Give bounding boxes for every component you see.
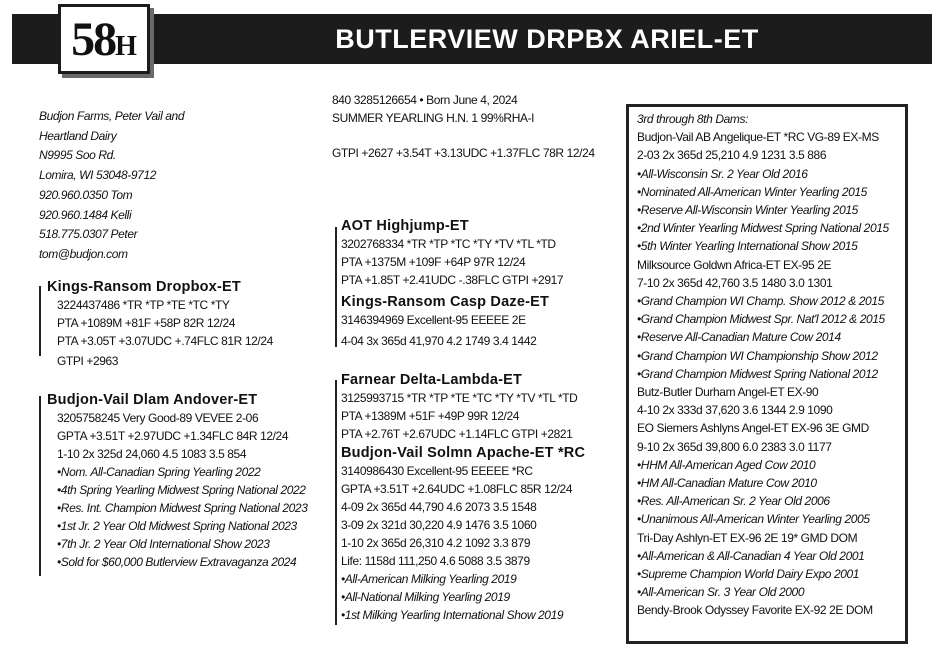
dam-dam-award: •1st Milking Yearling International Show 2019: [341, 608, 564, 622]
lot-number: 58: [71, 13, 116, 66]
dam-sire-line: 3125993715 *TR *TP *TE *TC *TY *TV *TL *TD: [341, 391, 578, 405]
lot-number-badge: [58, 4, 150, 74]
dam-sire-line: PTA +1389M +51F +49P 99R 12/24: [341, 409, 520, 423]
dam-block: [47, 391, 307, 571]
dam-dam-line: 3-09 2x 321d 30,220 4.9 1476 3.5 1060: [341, 518, 537, 532]
sire-dam-block: [341, 293, 549, 350]
dams-award: •2nd Winter Yearling Midwest Spring National 2015: [637, 221, 889, 236]
dams-heading: 3rd through 8th Dams:: [637, 112, 748, 126]
dams-award: •HHM All-American Aged Cow 2010: [637, 457, 816, 472]
title-banner: [12, 14, 932, 64]
dam-sire-name: Farnear Delta-Lambda-ET: [341, 372, 523, 388]
sire-dam-name: Kings-Ransom Casp Daze-ET: [341, 294, 550, 310]
sire-sire-line: PTA +1375M +109F +64P 97R 12/24: [341, 255, 526, 269]
sire-sire-name: AOT Highjump-ET: [341, 218, 469, 234]
sire-bracket: [39, 286, 41, 356]
dams-award: •HM All-Canadian Mature Cow 2010: [637, 476, 817, 491]
sire-sire-line: PTA +1.85T +2.41UDC -.38FLC GTPI +2917: [341, 273, 564, 287]
sire-sire-block: [341, 217, 563, 289]
dam-sire-line: PTA +2.76T +2.67UDC +1.14FLC GTPI +2821: [341, 427, 573, 441]
dams-award: •Unanimous All-American Winter Yearling 2005: [637, 512, 870, 527]
dam-dam-award: •All-National Milking Yearling 2019: [341, 590, 510, 604]
dams-award: •Res. All-American Sr. 2 Year Old 2006: [637, 494, 830, 509]
sire-line: 3224437486 *TR *TP *TE *TC *TY: [57, 298, 230, 312]
sire-line: PTA +1089M +81F +58P 82R 12/24: [57, 316, 236, 330]
owner-line: 518.775.0307 Peter: [39, 227, 138, 242]
dams-award: •Grand Champion Midwest Spring National 2012: [637, 366, 878, 381]
dam-dam-line: Life: 1158d 111,250 4.6 5088 3.5 3879: [341, 554, 530, 568]
dams-list: [637, 110, 889, 620]
animal-reg-birth: 840 3285126654 • Born June 4, 2024: [332, 93, 518, 107]
sire-sire-line: 3202768334 *TR *TP *TC *TY *TV *TL *TD: [341, 237, 556, 251]
dam-award: •4th Spring Yearling Midwest Spring National 2022: [57, 483, 306, 497]
dam-dam-block: [341, 444, 585, 624]
dams-record: EO Siemers Ashlyns Angel-ET EX-96 3E GMD: [637, 421, 869, 436]
dams-award: •All-Wisconsin Sr. 2 Year Old 2016: [637, 166, 808, 181]
dams-record: Bendy-Brook Odyssey Favorite EX-92 2E DOM: [637, 603, 873, 618]
dams-award: •All-American Sr. 3 Year Old 2000: [637, 585, 805, 600]
dams-award: •Reserve All-Canadian Mature Cow 2014: [637, 330, 841, 345]
lot-suffix: H: [115, 31, 137, 62]
dam-award: •Sold for $60,000 Butlerview Extravaganza 2024: [57, 555, 297, 569]
dam-award: •Nom. All-Canadian Spring Yearling 2022: [57, 465, 261, 479]
animal-title: BUTLERVIEW DRPBX ARIEL-ET: [335, 24, 759, 54]
dams-award: •Grand Champion WI Championship Show 2012: [637, 348, 878, 363]
sire-sire-bracket: [335, 227, 337, 347]
owner-line: Heartland Dairy: [39, 128, 117, 143]
owner-line: 920.960.0350 Tom: [39, 187, 133, 202]
owner-line: Budjon Farms, Peter Vail and: [39, 109, 185, 123]
dams-award: •All-American & All-Canadian 4 Year Old 2001: [637, 548, 865, 563]
owner-line: 920.960.1484 Kelli: [39, 207, 132, 222]
dam-dam-name: Budjon-Vail Solmn Apache-ET *RC: [341, 445, 586, 461]
sire-dam-line: 3146394969 Excellent-95 EEEEE 2E: [341, 313, 526, 327]
owner-line: N9995 Soo Rd.: [39, 148, 116, 163]
dams-record: 9-10 2x 365d 39,800 6.0 2383 3.0 1177: [637, 439, 832, 454]
dam-sire-bracket: [335, 380, 337, 625]
dams-award: •Supreme Champion World Dairy Expo 2001: [637, 567, 860, 582]
owner-email: tom@budjon.com: [39, 246, 128, 261]
dam-award: •1st Jr. 2 Year Old Midwest Spring National 2023: [57, 519, 297, 533]
sire-name: Kings-Ransom Dropbox-ET: [47, 279, 241, 295]
dams-award: •Nominated All-American Winter Yearling 2015: [637, 184, 867, 199]
sire-block: [47, 278, 273, 370]
dams-award: •Grand Champion Midwest Spr. Nat'l 2012 & 2015: [637, 312, 885, 327]
dams-record: 7-10 2x 365d 42,760 3.5 1480 3.0 1301: [637, 275, 833, 290]
dam-line: 1-10 2x 325d 24,060 4.5 1083 3.5 854: [57, 447, 247, 461]
dams-record: Tri-Day Ashlyn-ET EX-96 2E 19* GMD DOM: [637, 530, 858, 545]
dam-award: •7th Jr. 2 Year Old International Show 2023: [57, 537, 270, 551]
dams-record: Budjon-Vail AB Angelique-ET *RC VG-89 EX-MS: [637, 130, 879, 145]
dam-award: •Res. Int. Champion Midwest Spring National 2023: [57, 501, 308, 515]
dam-line: 3205758245 Very Good-89 VEVEE 2-06: [57, 411, 259, 425]
owner-line: Lomira, WI 53048-9712: [39, 168, 157, 183]
dams-award: •Reserve All-Wisconsin Winter Yearling 2015: [637, 203, 858, 218]
animal-gtpi: GTPI +2627 +3.54T +3.13UDC +1.37FLC 78R 12/24: [332, 146, 595, 160]
dams-record: Milksource Goldwn Africa-ET EX-95 2E: [637, 257, 832, 272]
dams-award: •5th Winter Yearling International Show 2015: [637, 239, 858, 254]
dam-name: Budjon-Vail Dlam Andover-ET: [47, 392, 258, 408]
dams-record: Butz-Butler Durham Angel-ET EX-90: [637, 385, 819, 400]
dam-dam-award: •All-American Milking Yearling 2019: [341, 572, 517, 586]
dam-dam-line: 3140986430 Excellent-95 EEEEE *RC: [341, 464, 533, 478]
owner-info: [39, 107, 184, 265]
dam-sire-block: [341, 371, 577, 443]
dams-record: 4-10 2x 333d 37,620 3.6 1344 2.9 1090: [637, 403, 833, 418]
dams-record: 2-03 2x 365d 25,210 4.9 1231 3.5 886: [637, 148, 827, 163]
dam-dam-line: GPTA +3.51T +2.64UDC +1.08FLC 85R 12/24: [341, 482, 573, 496]
dam-dam-line: 4-09 2x 365d 44,790 4.6 2073 3.5 1548: [341, 500, 537, 514]
sire-line: PTA +3.05T +3.07UDC +.74FLC 81R 12/24: [57, 334, 273, 348]
animal-class: SUMMER YEARLING H.N. 1 99%RHA-I: [332, 111, 535, 125]
animal-info: [332, 91, 595, 162]
sire-line: GTPI +2963: [57, 354, 119, 368]
dam-line: GPTA +3.51T +2.97UDC +1.34FLC 84R 12/24: [57, 429, 289, 443]
dam-dam-line: 1-10 2x 365d 26,310 4.2 1092 3.3 879: [341, 536, 531, 550]
dams-award: •Grand Champion WI Champ. Show 2012 & 2015: [637, 294, 884, 309]
sire-dam-line: 4-04 3x 365d 41,970 4.2 1749 3.4 1442: [341, 334, 537, 348]
dam-bracket: [39, 396, 41, 576]
